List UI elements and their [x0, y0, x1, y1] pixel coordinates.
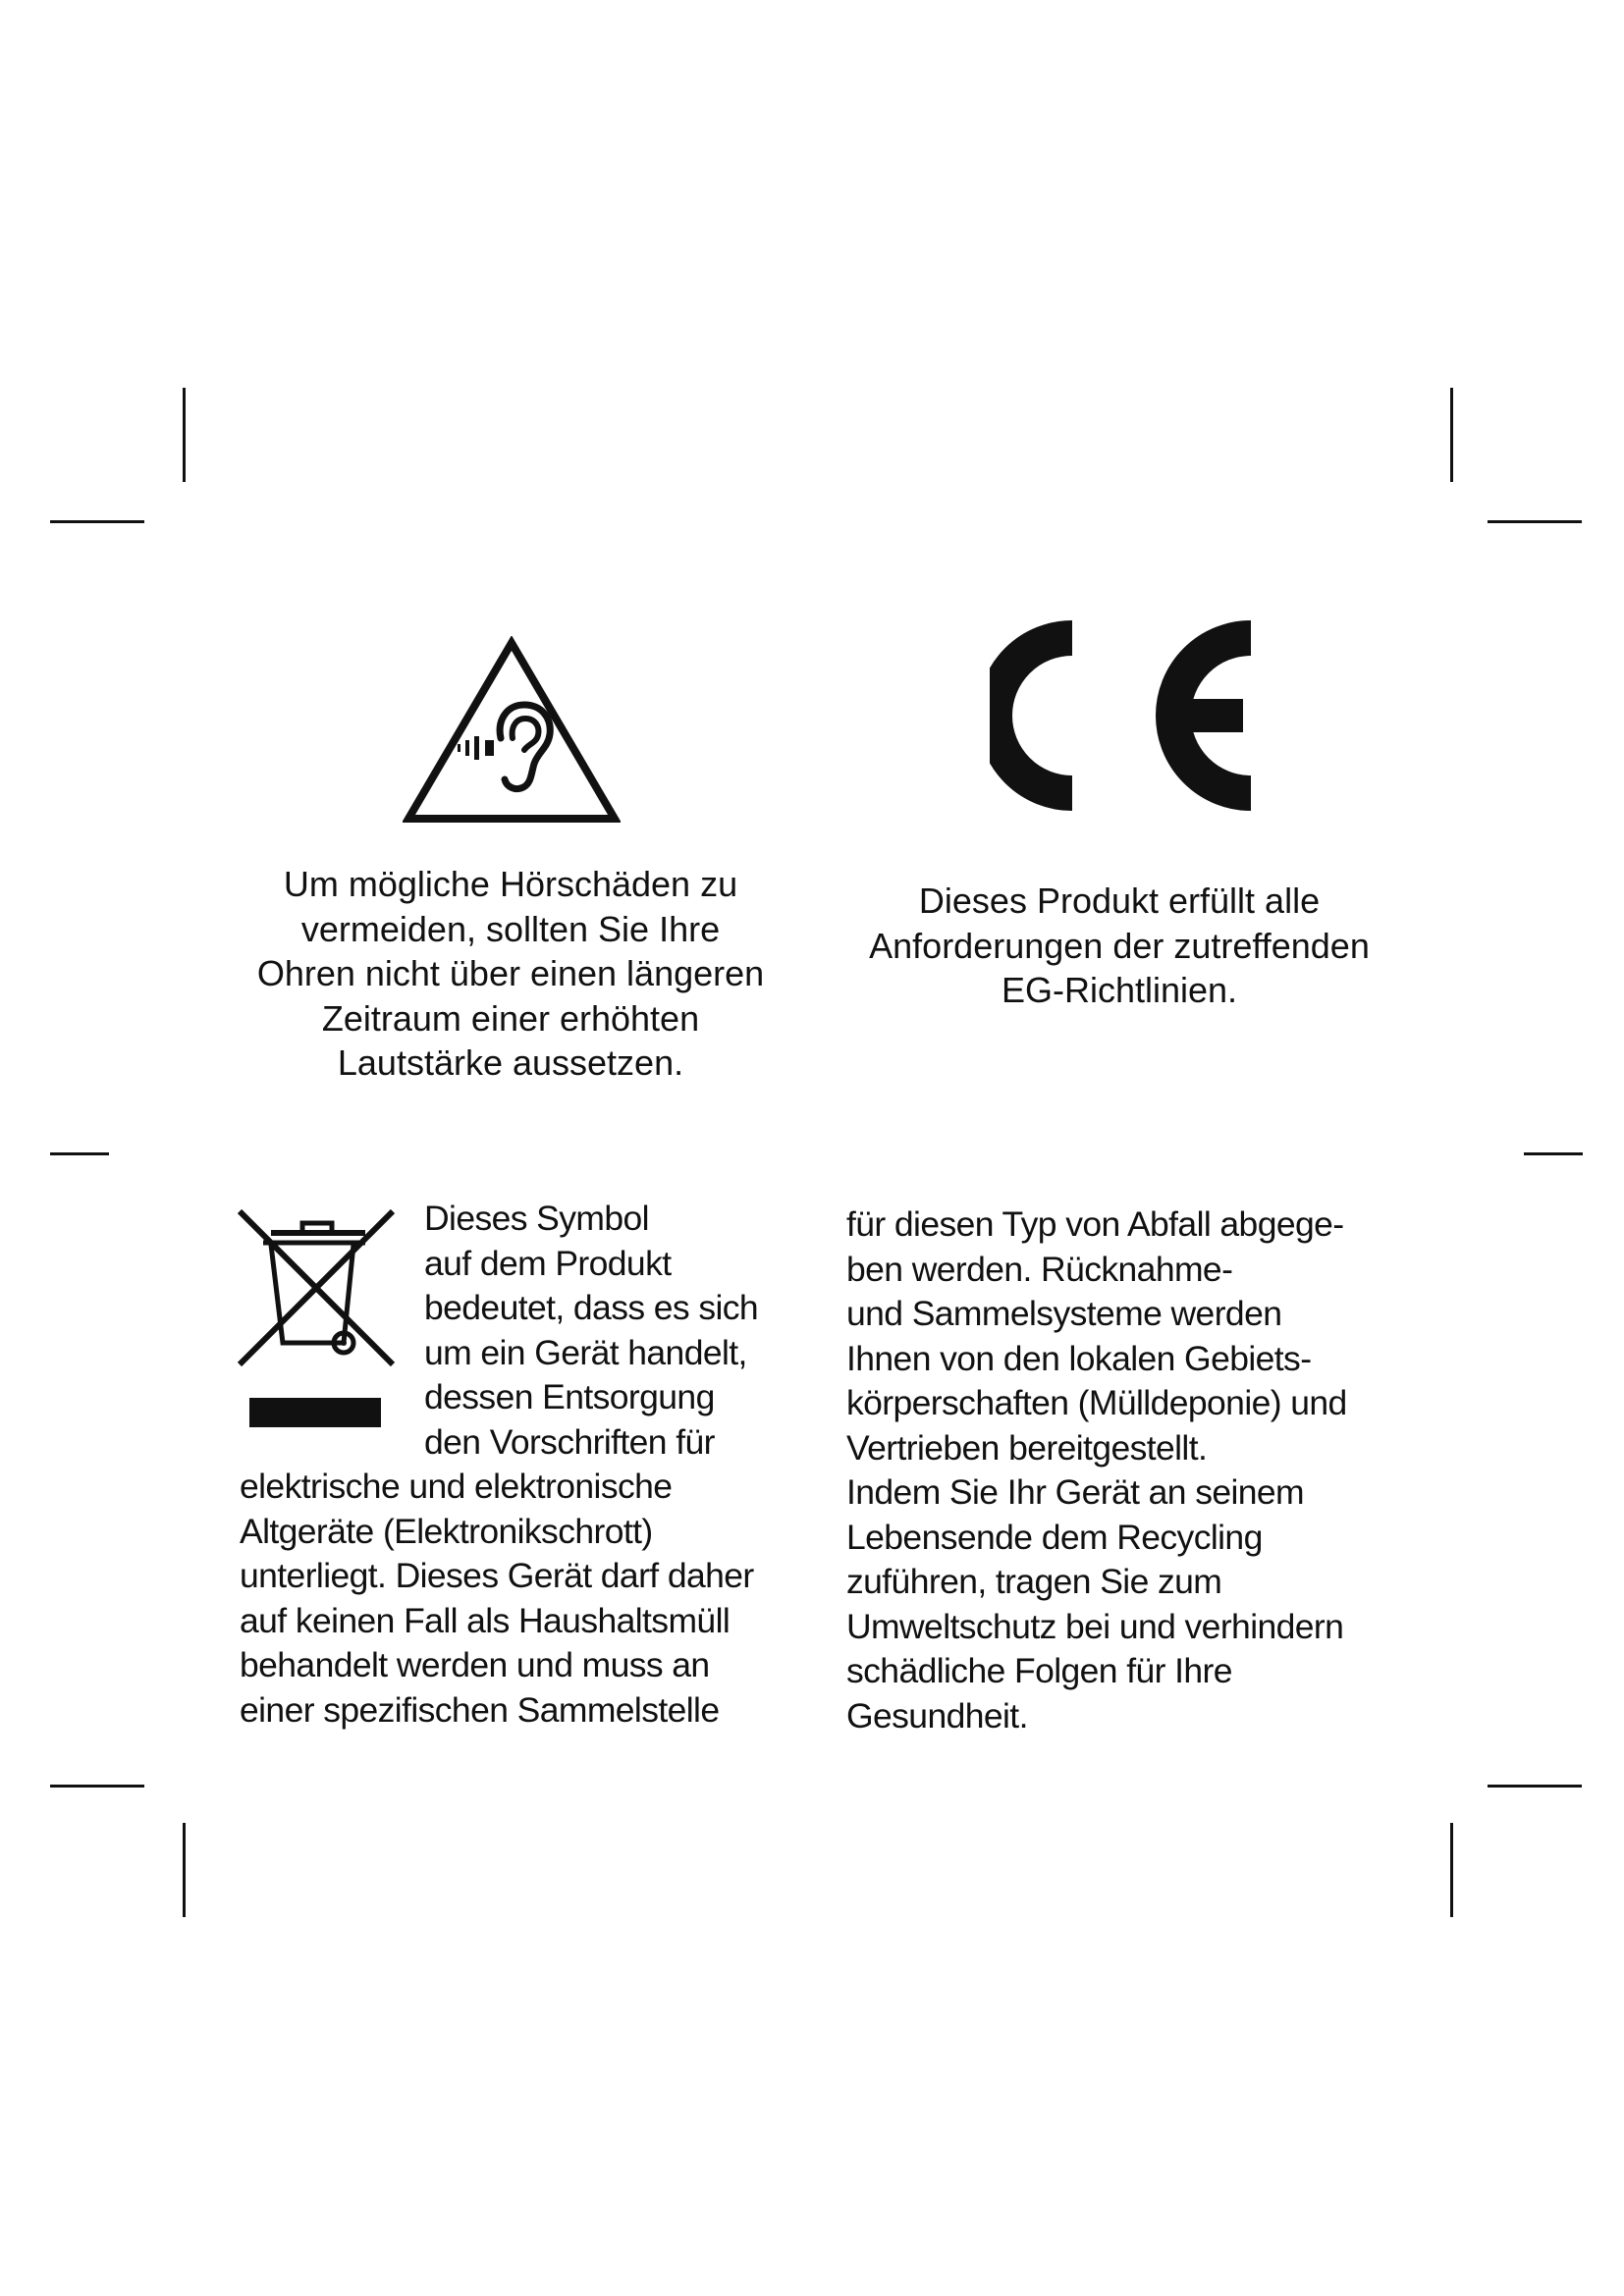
- crop-mark-top-left-horizontal: [50, 520, 144, 523]
- crop-mark-bottom-left-horizontal: [50, 1785, 144, 1788]
- weee-text-beside-icon: Dieses Symbol auf dem Produkt bedeutet, dass es sich um ein Gerät handelt, dessen Entsorgung den Vorschriften für: [424, 1199, 759, 1462]
- crop-mark-top-right-horizontal: [1488, 520, 1582, 523]
- crop-mark-bottom-right-horizontal: [1488, 1785, 1582, 1788]
- crossed-out-wheelie-bin-icon: [234, 1205, 399, 1433]
- hearing-damage-warning-icon: [403, 636, 621, 825]
- ce-conformity-text: Dieses Produkt erfüllt alle Anforderungen der zutreffenden EG-Richtlinien.: [869, 881, 1370, 1010]
- weee-text-left-continued: elektrische und elektronische Altgeräte (Elektronikschrott) unterliegt. Dieses Gerät darf daher auf keinen Fall als Haushaltsmüll behandelt werden und muss an einer spezifischen Sammelstelle: [240, 1467, 754, 1730]
- crop-mark-bottom-right-vertical: [1450, 1823, 1453, 1917]
- hearing-warning-text: Um mögliche Hörschäden zu vermeiden, sollten Sie Ihre Ohren nicht über einen längeren Zeitraum einer erhöhten Lautstärke aussetzen.: [256, 864, 765, 1083]
- ce-mark-icon: [990, 616, 1267, 815]
- crop-mark-middle-left: [50, 1152, 109, 1155]
- crop-mark-bottom-left-vertical: [183, 1823, 186, 1917]
- crop-mark-top-left-vertical: [183, 388, 186, 482]
- crop-mark-top-right-vertical: [1450, 388, 1453, 482]
- weee-text-right-column: für diesen Typ von Abfall abgege- ben werden. Rücknahme- und Sammelsysteme werden Ihnen von den lokalen Gebiets- körperschaften (Mülldeponie) und Vertrieben bereitgestellt. Indem Sie Ihr Gerät an seinem Lebensende dem Recycling zuführen, tragen Sie zum Umweltschutz bei und verhindern schädliche Folgen für Ihre Gesundheit.: [846, 1204, 1347, 1735]
- crop-mark-middle-right: [1524, 1152, 1583, 1155]
